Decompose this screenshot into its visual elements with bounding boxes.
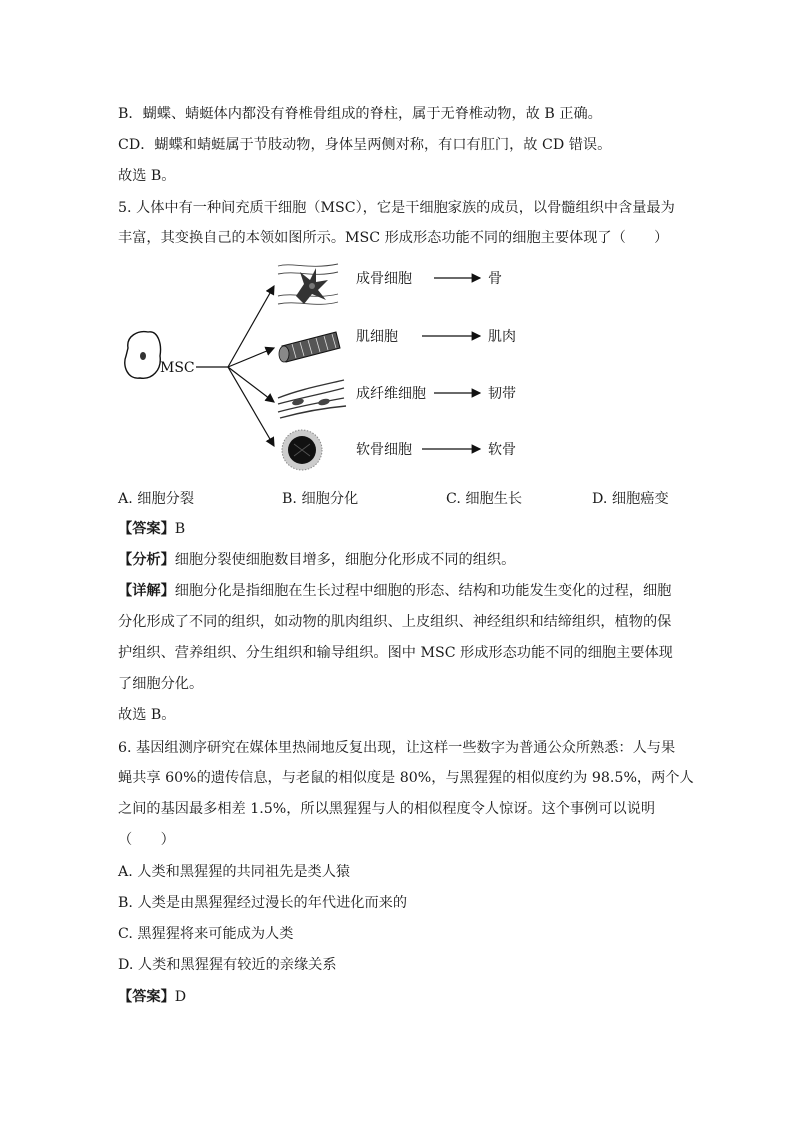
q5-detail-line4: 了细胞分化。 — [118, 676, 204, 692]
q5-detail-line2: 分化形成了不同的组织，如动物的肌肉组织、上皮组织、神经组织和结缔组织，植物的保 — [118, 614, 672, 630]
q5-analysis-text: 细胞分裂使细胞数目增多，细胞分化形成不同的组织。 — [174, 552, 516, 568]
q5-stem-line2: 丰富，其变换自己的本领如图所示。MSC 形成形态功能不同的细胞主要体现了（ ） — [118, 230, 669, 246]
q5-detail-tag: 【详解】 — [118, 583, 175, 599]
q5-option-d[interactable]: D. 细胞癌变 — [592, 491, 669, 507]
q5-detail-line3: 护组织、营养组织、分生组织和输导组织。图中 MSC 形成形态功能不同的细胞主要体现 — [118, 645, 673, 661]
fibroblast-result-label: 韧带 — [488, 386, 516, 402]
q6-answer-value: D — [174, 989, 187, 1005]
fibroblast-cell-icon — [278, 380, 346, 418]
msc-cell-icon — [125, 332, 161, 379]
q4-option-b-explanation: B．蝴蝶、蜻蜓体内都没有脊椎骨组成的脊柱，属于无脊椎动物，故 B 正确。 — [118, 106, 602, 122]
q5-analysis-tag: 【分析】 — [118, 552, 175, 568]
q6-answer — [118, 987, 186, 1007]
q6-option-a[interactable]: A. 人类和黑猩猩的共同祖先是类人猿 — [118, 864, 351, 880]
q5-stem-line1: 5. 人体中有一种间充质干细胞（MSC），它是干细胞家族的成员，以骨髓组织中含量最为 — [118, 200, 675, 216]
muscle-cell-label: 肌细胞 — [356, 329, 398, 345]
q6-option-d[interactable]: D. 人类和黑猩猩有较近的亲缘关系 — [118, 957, 337, 973]
q5-option-a[interactable]: A. 细胞分裂 — [118, 491, 195, 507]
q5-answer — [118, 519, 185, 539]
q5-detail-line1 — [118, 581, 671, 601]
q6-stem-line2: 蝇共享 60%的遗传信息，与老鼠的相似度是 80%，与黑猩猩的相似度约为 98.5%，两个人 — [118, 770, 694, 786]
q6-option-b[interactable]: B. 人类是由黑猩猩经过漫长的年代进化而来的 — [118, 895, 408, 911]
q6-option-c[interactable]: C. 黑猩猩将来可能成为人类 — [118, 926, 294, 942]
bone-cell-label: 成骨细胞 — [356, 271, 412, 287]
q4-conclusion: 故选 B。 — [118, 168, 176, 184]
q6-stem-line1: 6. 基因组测序研究在媒体里热闹地反复出现，让这样一些数字为普通公众所熟悉：人与果 — [118, 740, 676, 756]
q5-detail-text1: 细胞分化是指细胞在生长过程中细胞的形态、结构和功能发生变化的过程，细胞 — [174, 583, 672, 599]
q6-stem-line4: （ ） — [118, 832, 175, 848]
q6-stem-line3: 之间的基因最多相差 1.5%，所以黑猩猩与人的相似程度令人惊讶。这个事例可以说明 — [118, 801, 656, 817]
muscle-result-label: 肌肉 — [488, 329, 516, 345]
bone-result-label: 骨 — [488, 271, 502, 287]
q5-option-c[interactable]: C. 细胞生长 — [446, 491, 523, 507]
muscle-cell-icon — [279, 332, 340, 362]
q5-analysis — [118, 550, 515, 570]
q4-option-cd-explanation: CD．蝴蝶和蜻蜓属于节肢动物，身体呈两侧对称，有口有肛门，故 CD 错误。 — [118, 137, 612, 153]
cartilage-cell-icon — [282, 430, 322, 470]
msc-differentiation-diagram — [118, 252, 558, 472]
q5-answer-value: B — [174, 521, 186, 537]
msc-label: MSC — [160, 360, 195, 376]
bone-cell-icon — [278, 260, 338, 310]
cartilage-cell-label: 软骨细胞 — [356, 442, 412, 458]
q5-answer-tag: 【答案】 — [118, 521, 175, 537]
q6-answer-tag: 【答案】 — [118, 989, 175, 1005]
fibroblast-cell-label: 成纤维细胞 — [356, 386, 426, 402]
cartilage-result-label: 软骨 — [488, 442, 516, 458]
q5-conclusion: 故选 B。 — [118, 707, 176, 723]
q5-option-b[interactable]: B. 细胞分化 — [282, 491, 359, 507]
